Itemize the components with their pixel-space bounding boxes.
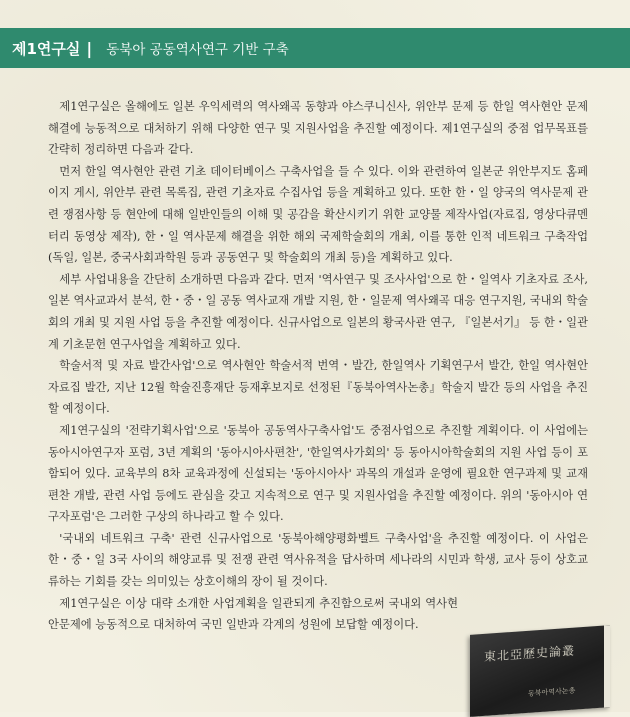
paragraph-strategy: 제1연구실의 '전략기획사업'으로 '동북아 공동역사구축사업'도 중점사업으로 추진할 계획이다. 이 사업에는 동아시아연구자 포럼, 3년 계획의 '동아시아사편찬', '한일역사가회의' 등 동아시아학술회의 지원 사업 등이 포함되어 있다. 교육부의 8차 교육과정에 신설되는 '동아시아사' 과목의 개설과 운영에 필요한 연구과제 및 교재편찬 개발, 관련 사업 등에도 관심을 갖고 지속적으로 연구 및 지원사업을 추진할 예정이다. 위의 '동아시아 연구자포럼'은 그러한 구상의 하나라고 할 수 있다. <box>48 423 588 524</box>
book-cover-subtitle: 동북아역사논총 <box>528 686 576 698</box>
book-cover-title: 東北亞歷史論叢 <box>484 643 576 664</box>
paragraph-details: 세부 사업내용을 간단히 소개하면 다음과 같다. 먼저 '역사연구 및 조사사업'으로 한・일역사 기초자료 조사, 일본 역사교과서 분석, 한・중・일 공동 역사교재 개발 지원, 한・일문제 역사왜곡 대응 연구지원, 국내외 학술회의 개최 및 지원 사업 등을 추진할 예정이다. 신규사업으로 일본의 황국사관 연구, 『일본서기』 등 한・일관계 기초문헌 연구사업을 계획하고 있다. <box>48 272 588 351</box>
book-page-edge <box>604 625 610 707</box>
paragraph-database: 먼저 한일 역사현안 관련 기초 데이터베이스 구축사업을 들 수 있다. 이와 관련하여 일본군 위안부지도 홈페이지 게시, 위안부 관련 목록집, 관련 기초자료 수집사업 등을 계획하고 있다. 또한 한・일 양국의 역사문제 관련 쟁점사항 등 현안에 대해 일반인들의 이해 및 공감을 확산시키기 위한 교양물 제작사업(자료집, 영상다큐멘터리 동영상 제작), 한・일 역사문제 해결을 위한 해외 국제학술회의 개최, 이를 통한 인적 네트워크 구축작업(독일, 일본, 중국사회과학원 등과 공동연구 및 학술회의 개최 등)을 계획하고 있다. <box>48 164 588 265</box>
article-body <box>48 96 588 636</box>
section-header <box>0 28 630 68</box>
paragraph-network: '국내외 네트워크 구축' 관련 신규사업으로 '동북아해양평화벨트 구축사업'을 추진할 예정이다. 이 사업은 한・중・일 3국 사이의 해양교류 및 전쟁 관련 역사유적을 답사하며 세나라의 시민과 학생, 교사 등이 상호교류하는 기회를 갖는 의미있는 상호이해의 장이 될 것이다. <box>48 531 588 589</box>
paragraph-intro: 제1연구실은 올해에도 일본 우익세력의 역사왜곡 동향과 야스쿠니신사, 위안부 문제 등 한일 역사현안 문제 해결에 능동적으로 대처하기 위해 다양한 연구 및 지원사업을 추진할 예정이다. 제1연구실의 중점 업무목표를 간략히 정리하면 다음과 같다. <box>48 100 588 157</box>
section-title: 동북아 공동역사연구 기반 구축 <box>106 42 289 58</box>
lab-name: 제1연구실 <box>12 39 81 58</box>
paragraph-conclusion: 제1연구실은 이상 대략 소개한 사업계획을 일관되게 추진함으로써 국내외 역사현안문제에 능동적으로 대처하여 국민 일반과 각계의 성원에 보답할 예정이다. <box>48 596 458 632</box>
header-divider: | <box>86 38 93 58</box>
paragraph-publications: 학술서적 및 자료 발간사업'으로 역사현안 학술서적 번역・발간, 한일역사 기획연구서 발간, 한일 역사현안 자료집 발간, 지난 12월 학술진흥재단 등재후보지로 선정된『동북아역사논총』학술지 발간 등의 사업을 추진할 예정이다. <box>48 359 588 416</box>
book-cover-image <box>470 625 610 717</box>
